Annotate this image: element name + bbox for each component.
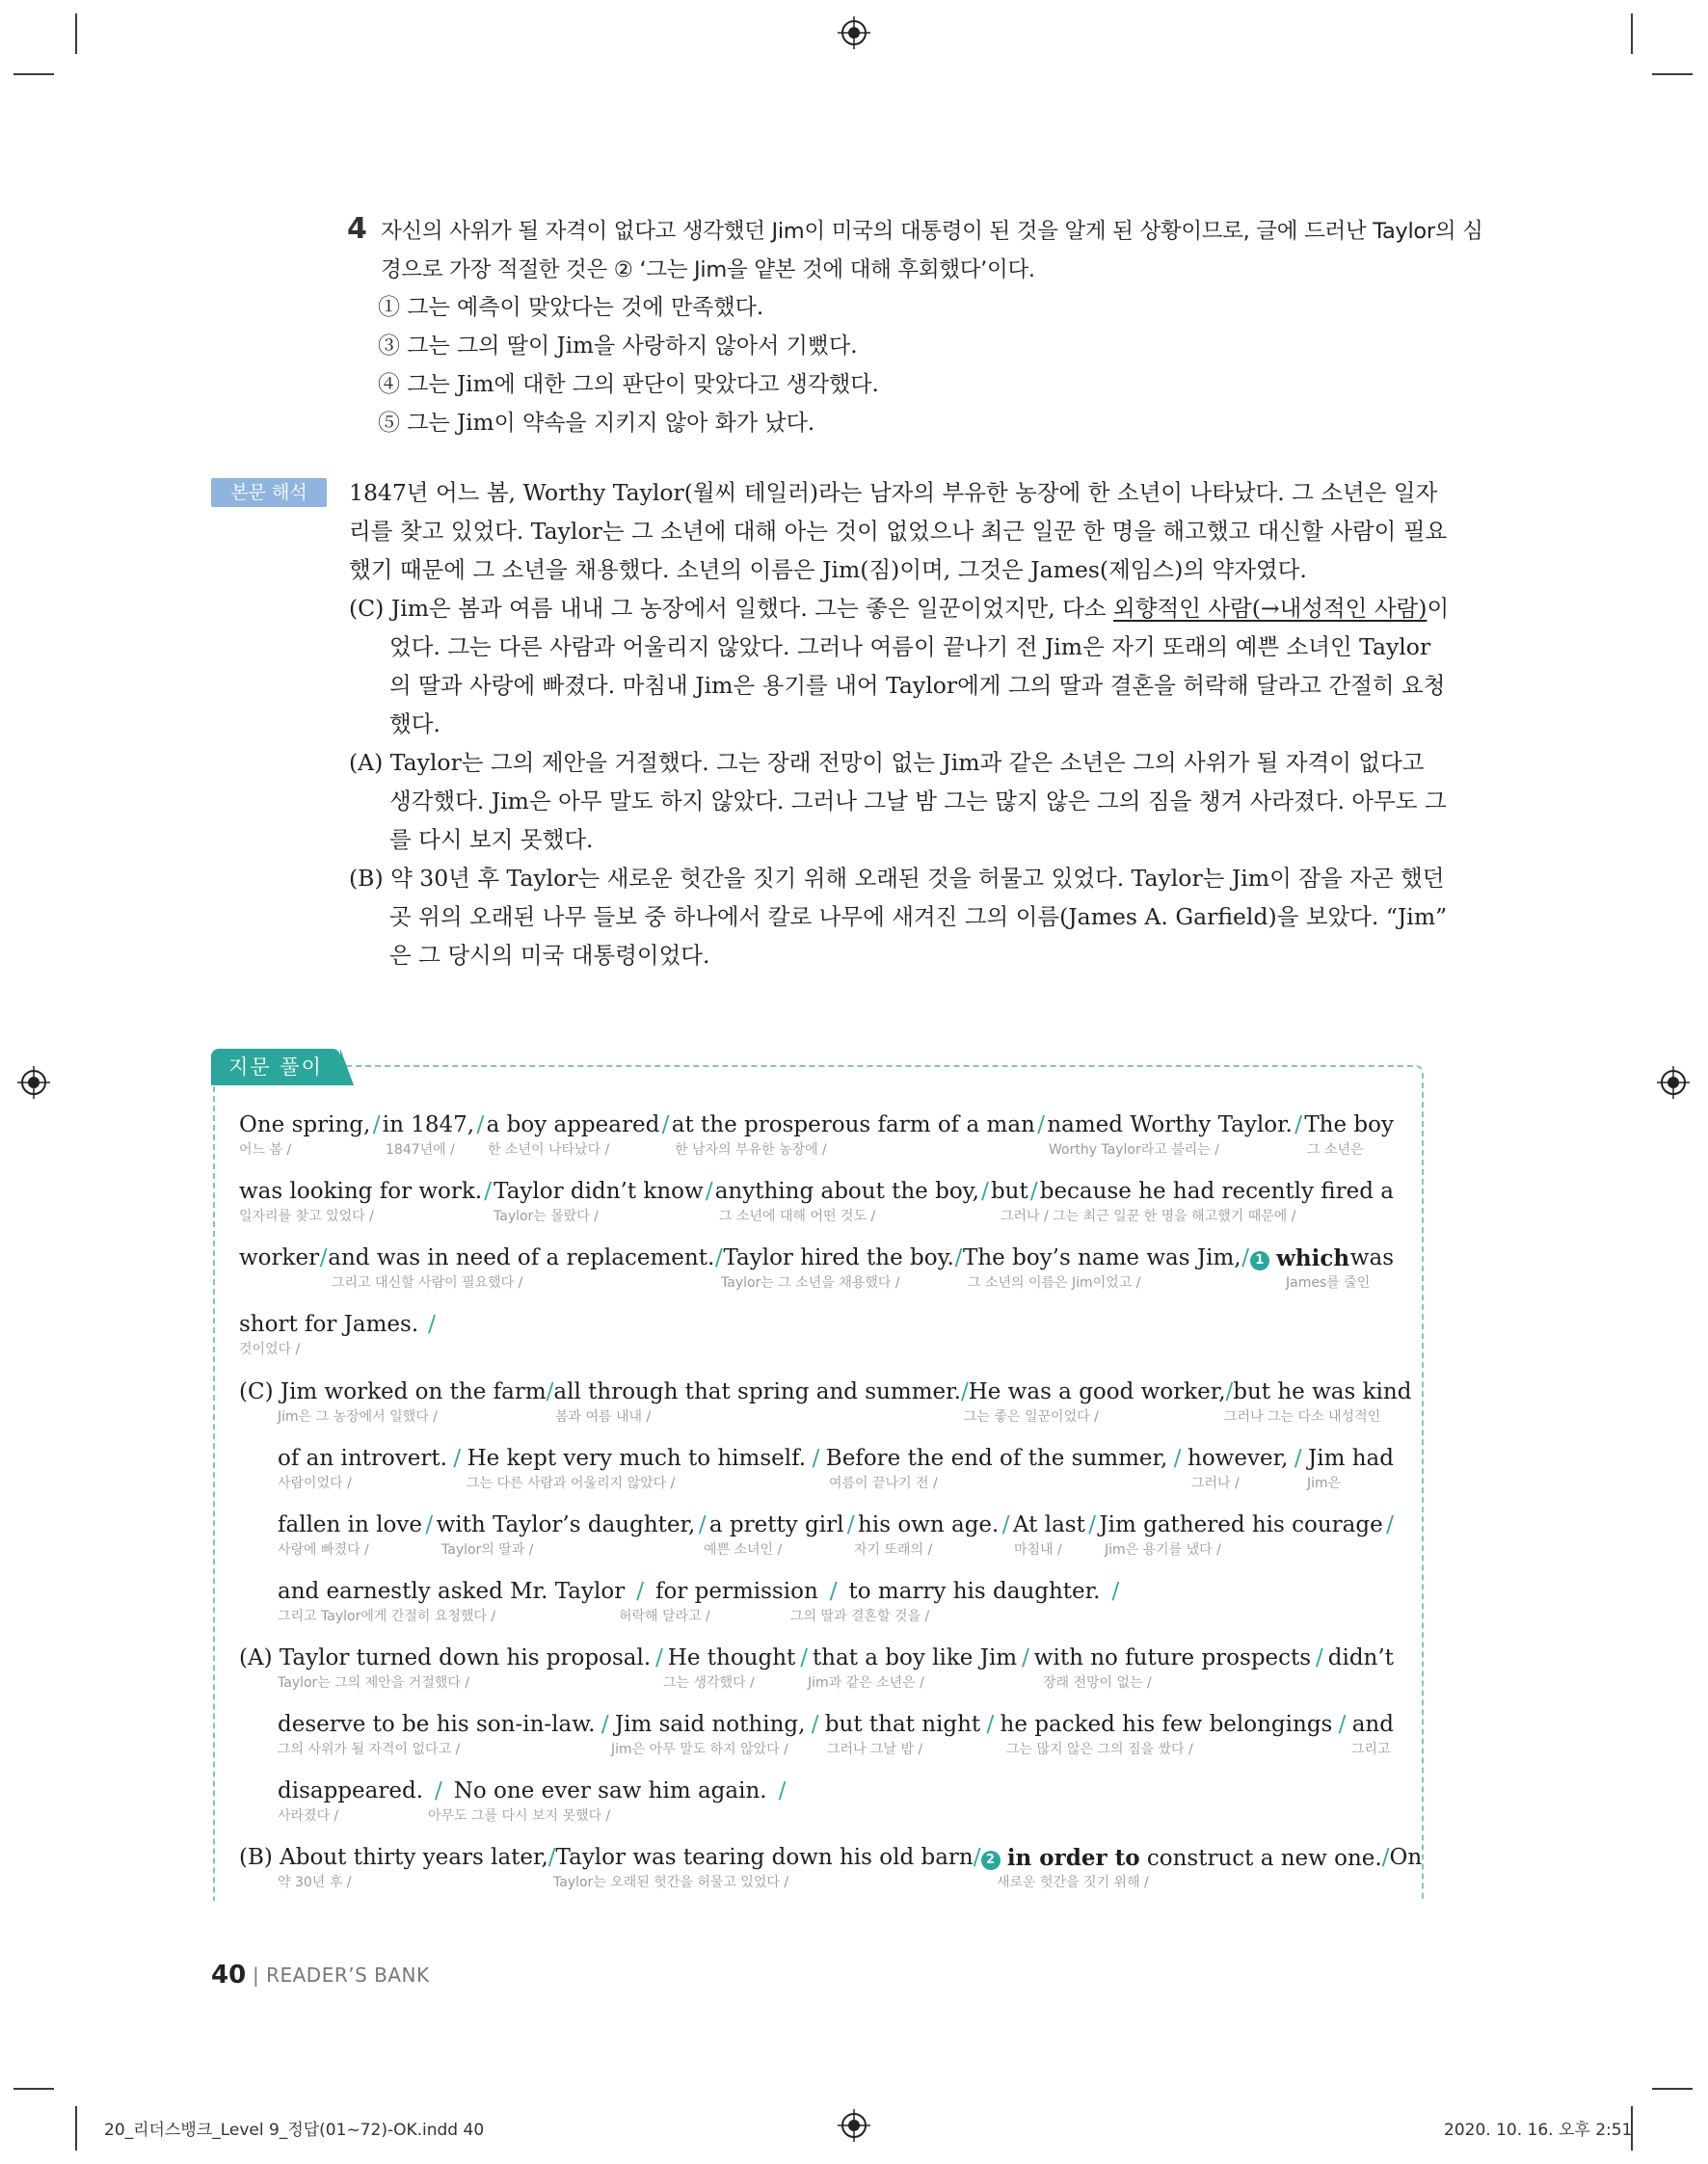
english-line: fallen in love / with Taylor’s daughter, / a pretty girl / his own age. / At last / Jim gathered his courage / [278,1512,1394,1537]
korean-gloss-line: 사라졌다 / 아무도 그를 다시 보지 못했다 / [278,1808,611,1824]
korean-gloss-line: 일자리를 찾고 있었다 / Taylor는 몰랐다 / 그 소년에 대해 어떤 것도 / 그러나 / 그는 최근 일꾼 한 명을 해고했기 때문에 / [239,1209,1296,1224]
korean-gloss-line: 사람이었다 / 그는 다른 사람과 어울리지 않았다 / 여름이 끝나기 전 / 그러나 / Jim은 [278,1476,1342,1491]
korean-gloss-line: 그의 사위가 될 자격이 없다고 / Jim은 아무 말도 하지 않았다 / 그러나 그날 밤 / 그는 많지 않은 그의 짐을 쌌다 / 그리고 [278,1742,1391,1757]
translation-line: 곳 위의 오래된 나무 들보 중 하나에서 칼로 나무에 새겨진 그의 이름(James A. Garfield)을 보았다. “Jim” [389,903,1448,930]
translation-line: 리를 찾고 있었다. Taylor는 그 소년에 대해 아는 것이 없었으나 최근 일꾼 한 명을 해고했고 대신할 사람이 필요 [349,518,1448,545]
reading-box-tab: 지문 풀이 [211,1049,340,1085]
translation-line: 했다. [389,710,440,737]
translation-line: (C) Jim은 봄과 여름 내내 그 농장에서 일했다. 그는 좋은 일꾼이었지만, 다소 외향적인 사람(→내성적인 사람)이 [349,595,1450,622]
translation-line: 1847년 어느 봄, Worthy Taylor(월씨 테일러)라는 남자의 부유한 농장에 한 소년이 나타났다. 그 소년은 일자 [349,479,1438,506]
registration-mark-icon [838,16,870,49]
translation-line: (B) 약 30년 후 Taylor는 새로운 헛간을 짓기 위해 오래된 것을 허물고 있었다. Taylor는 Jim이 잠을 자곤 했던 [349,865,1445,892]
korean-gloss-line: Jim은 그 농장에서 일했다 / 봄과 여름 내내 / 그는 좋은 일꾼이었다 / 그러나 그는 다소 내성적인 [278,1409,1381,1425]
korean-gloss-line: 그리고 대신할 사람이 필요했다 / Taylor는 그 소년을 채용했다 / 그 소년의 이름은 Jim이었고 / James를 줄인 [332,1275,1371,1291]
korean-gloss-line: 그리고 Taylor에게 간절히 요청했다 / 허락해 달라고 / 그의 딸과 결혼할 것을 / [278,1609,930,1624]
translation-line: 했기 때문에 그 소년을 채용했다. 소년의 이름은 Jim(짐)이며, 그것은 James(제임스)의 약자였다. [349,556,1307,583]
english-line: short for James. / [239,1312,436,1337]
english-line: One spring, / in 1847, / a boy appeared / at the prosperous farm of a man / named Worthy Taylor. / The boy [239,1112,1394,1137]
answer-option: ① 그는 예측이 맞았다는 것에 만족했다. [378,295,764,320]
registration-mark-icon [1657,1066,1690,1099]
answer-explanation: 경으로 가장 적절한 것은 ② ‘그는 Jim을 얕본 것에 대해 후회했다’이다. [381,257,1035,282]
english-line: (A) Taylor turned down his proposal. / He thought / that a boy like Jim / with no future prospects / didn’t [239,1645,1394,1670]
crop-mark [1652,2088,1693,2090]
translation-line: 었다. 그는 다른 사람과 어울리지 않았다. 그러나 여름이 끝나기 전 Jim은 자기 또래의 예쁜 소녀인 Taylor [389,633,1431,660]
translation-line: 를 다시 보지 못했다. [389,826,594,853]
english-line: of an introvert. / He kept very much to himself. / Before the end of the summer, / however, / Jim had [278,1446,1394,1471]
english-line: deserve to be his son-in-law. / Jim said nothing, / but that night / he packed his few belongings / and [278,1712,1394,1737]
registration-mark-icon [838,2109,870,2142]
question-number: 4 [347,212,367,246]
translation-badge: 본문 해석 [211,478,327,507]
print-slug-date: 2020. 10. 16. 오후 2:51 [1444,2121,1633,2140]
english-line: and earnestly asked Mr. Taylor / for permission / to marry his daughter. / [278,1579,1120,1604]
registration-mark-icon [17,1066,50,1099]
grammar-point-badge: 1 [1250,1251,1269,1270]
book-title: | READER’S BANK [253,1964,430,1987]
english-line: disappeared. / No one ever saw him again. / [278,1778,787,1803]
crop-mark [75,13,77,54]
crop-mark [75,2106,77,2151]
crop-mark [13,2088,54,2090]
answer-option: ④ 그는 Jim에 대한 그의 판단이 맞았다고 생각했다. [378,372,879,397]
underlined-answer: 외향적인 사람(→내성적인 사람) [1113,595,1428,622]
korean-gloss-line: 사랑에 빠졌다 / Taylor의 딸과 / 예쁜 소녀인 / 자기 또래의 / 마침내 / Jim은 용기를 냈다 / [278,1542,1221,1558]
korean-gloss-line: 것이었다 / [239,1342,301,1357]
print-slug-filename: 20_리더스뱅크_Level 9_정답(01~72)-OK.indd 40 [104,2121,485,2140]
grammar-point-badge: 2 [981,1851,1001,1870]
english-line: (B) About thirty years later, / Taylor was tearing down his old barn / 2 in order to construct a new one. / On [239,1845,1423,1871]
translation-line: 생각했다. Jim은 아무 말도 하지 않았다. 그러나 그날 밤 그는 많지 않은 그의 짐을 챙겨 사라졌다. 아무도 그 [389,788,1447,815]
translation-line: 의 딸과 사랑에 빠졌다. 마침내 Jim은 용기를 내어 Taylor에게 그의 딸과 결혼을 허락해 달라고 간절히 요청 [389,672,1446,699]
translation-line: 은 그 당시의 미국 대통령이었다. [389,942,710,969]
crop-mark [1652,73,1693,75]
korean-gloss-line: Taylor는 그의 제안을 거절했다 / 그는 생각했다 / Jim과 같은 소년은 / 장래 전망이 없는 / [278,1675,1152,1691]
translation-line: (A) Taylor는 그의 제안을 거절했다. 그는 장래 전망이 없는 Jim과 같은 소년은 그의 사위가 될 자격이 없다고 [349,749,1425,776]
crop-mark [13,73,54,75]
korean-gloss-line: 약 30년 후 / Taylor는 오래된 헛간을 허물고 있었다 / 새로운 헛간을 짓기 위해 / [278,1875,1149,1890]
english-line: worker / and was in need of a replacement. / Taylor hired the boy. / The boy’s name was Jim, / 1 which was [239,1245,1394,1271]
answer-option: ⑤ 그는 Jim이 약속을 지키지 않아 화가 났다. [378,411,815,436]
korean-gloss-line: 어느 봄 / 1847년에 / 한 소년이 나타났다 / 한 남자의 부유한 농장에 / Worthy Taylor라고 불리는 / 그 소년은 [239,1142,1364,1158]
answer-explanation: 자신의 사위가 될 자격이 없다고 생각했던 Jim이 미국의 대통령이 된 것을 알게 된 상황이므로, 글에 드러난 Taylor의 심 [381,219,1483,244]
answer-option: ③ 그는 그의 딸이 Jim을 사랑하지 않아서 기뻤다. [378,334,858,359]
english-line: was looking for work. / Taylor didn’t know / anything about the boy, / but / because he had recently fired a [239,1179,1394,1204]
page-number: 40 [211,1961,247,1990]
crop-mark [1631,13,1633,54]
english-line: (C) Jim worked on the farm / all through that spring and summer. / He was a good worker, / but he was kind [239,1379,1412,1404]
